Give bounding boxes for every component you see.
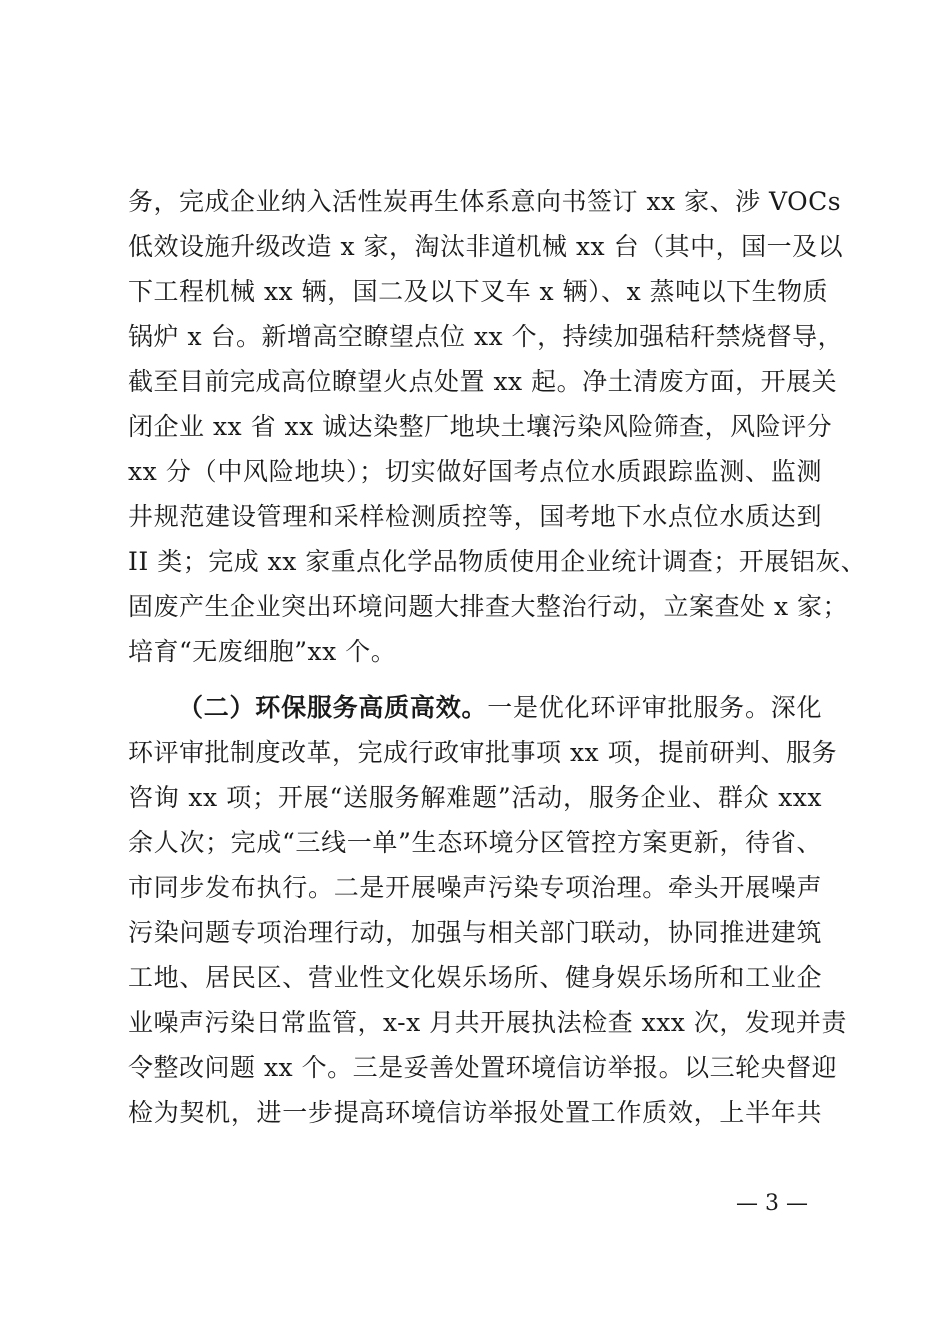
page-number: — 3 — <box>736 1191 808 1216</box>
section-heading: （二）环保服务高质高效。 <box>178 693 488 722</box>
body-text-line: 环评审批制度改革，完成行政审批事项 xx 项，提前研判、服务 <box>128 738 838 767</box>
body-text-line: 检为契机，进一步提高环境信访举报处置工作质效，上半年共 <box>128 1098 822 1127</box>
body-text-line: 务，完成企业纳入活性炭再生体系意向书签订 xx 家、涉 VOCs <box>128 187 842 216</box>
body-text-line: 污染问题专项治理行动，加强与相关部门联动，协同推进建筑 <box>128 918 822 947</box>
section-heading-line <box>178 688 822 728</box>
body-text-line: 锅炉 x 台。新增高空瞭望点位 xx 个，持续加强秸秆禁烧督导， <box>128 322 844 351</box>
body-text-line: 令整改问题 xx 个。三是妥善处置环境信访举报。以三轮央督迎 <box>128 1053 838 1082</box>
body-text-line: 业噪声污染日常监管，x-x 月共开展执法检查 xxx 次，发现并责 <box>128 1008 847 1037</box>
body-text-line: 井规范建设管理和采样检测质控等，国考地下水点位水质达到 <box>128 502 822 531</box>
body-text-line: 余人次；完成“三线一单”生态环境分区管控方案更新，待省、 <box>128 828 822 857</box>
body-text-line: 固废产生企业突出环境问题大排查大整治行动，立案查处 x 家； <box>128 592 848 621</box>
body-text-line: xx 分（中风险地块）；切实做好国考点位水质跟踪监测、监测 <box>128 457 822 486</box>
body-text-line: 咨询 xx 项；开展“送服务解难题”活动，服务企业、群众 xxx <box>128 783 822 812</box>
body-text-line: 闭企业 xx 省 xx 诚达染整厂地块土壤污染风险筛查，风险评分 <box>128 412 833 441</box>
body-text-line: II 类；完成 xx 家重点化学品物质使用企业统计调查；开展铝灰、 <box>128 547 867 576</box>
body-text-line: 市同步发布执行。二是开展噪声污染专项治理。牵头开展噪声 <box>128 873 822 902</box>
section-heading-continuation: 一是优化环评审批服务。深化 <box>487 693 822 722</box>
body-text-line: 下工程机械 xx 辆，国二及以下叉车 x 辆）、x 蒸吨以下生物质 <box>128 277 829 306</box>
body-text-line: 工地、居民区、营业性文化娱乐场所、健身娱乐场所和工业企 <box>128 963 822 992</box>
body-text-line: 低效设施升级改造 x 家，淘汰非道机械 xx 台（其中，国一及以 <box>128 232 844 261</box>
body-text-line: 截至目前完成高位瞭望火点处置 xx 起。净土清废方面，开展关 <box>128 367 838 396</box>
body-text-line: 培育“无废细胞”xx 个。 <box>128 637 397 666</box>
